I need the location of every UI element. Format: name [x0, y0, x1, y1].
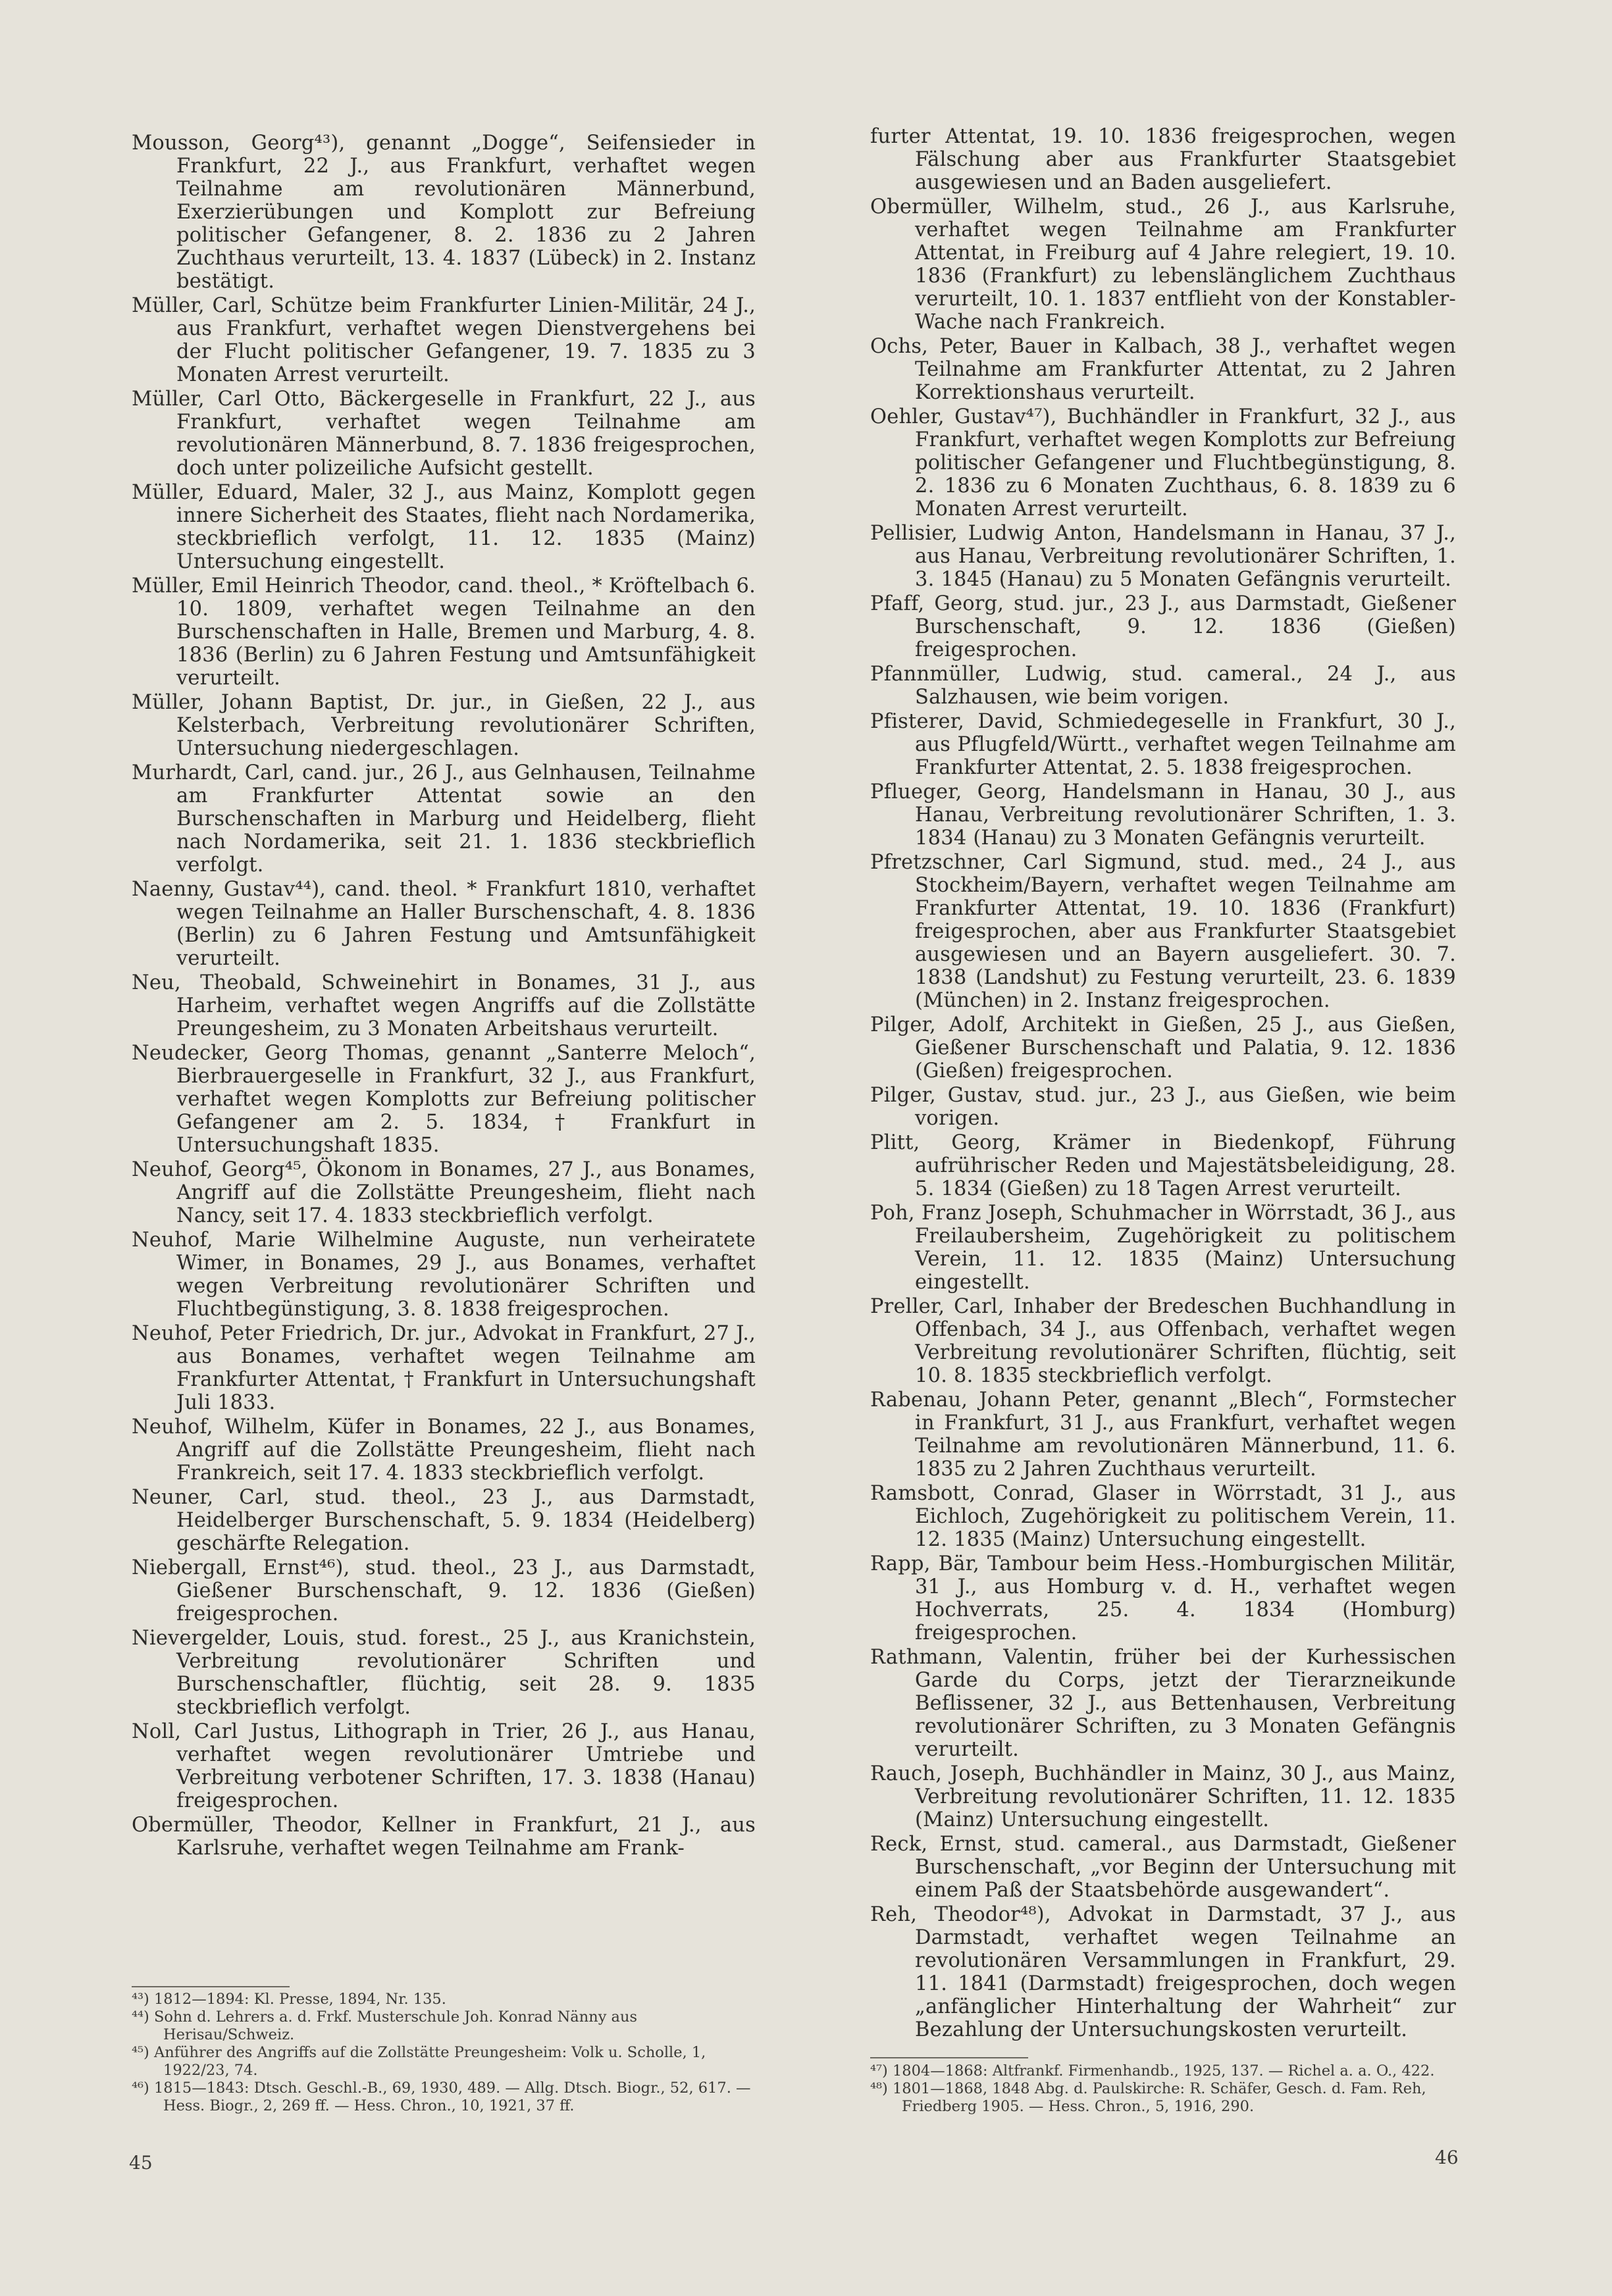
- right-page-entries: [870, 125, 1456, 2043]
- register-entry: Pflueger, Georg, Handelsmann in Hanau, 30 J., aus Hanau, Verbreitung revolutionärer Schriften, 1. 3. 1834 (Hanau) zu 3 Monaten Gefängnis verurteilt.: [870, 780, 1456, 850]
- register-entry: Mousson, Georg⁴³), genannt „Dogge“, Seifensieder in Frankfurt, 22 J., aus Frankfurt, verhaftet wegen Teilnahme am revolutionären Männerbund, Exerzierübungen und Komplott zur Befreiung politischer Gefangener, 8. 2. 1836 zu 2 Jahren Zuchthaus verurteilt, 13. 4. 1837 (Lübeck) in 2. Instanz bestätigt.: [132, 132, 756, 293]
- register-entry: Rauch, Joseph, Buchhändler in Mainz, 30 J., aus Mainz, Verbreitung revolutionärer Schriften, 11. 12. 1835 (Mainz) Untersuchung eingestellt.: [870, 1762, 1456, 1831]
- register-entry: Rabenau, Johann Peter, genannt „Blech“, Formstecher in Frankfurt, 31 J., aus Frankfurt, verhaftet wegen Teilnahme am revolutionären Männerbund, 11. 6. 1835 zu 2 Jahren Zuchthaus verurteilt.: [870, 1389, 1456, 1481]
- page-number-left: 45: [129, 2152, 153, 2174]
- register-entry: Ochs, Peter, Bauer in Kalbach, 38 J., verhaftet wegen Teilnahme am Frankfurter Attentat, zu 2 Jahren Korrektionshaus verurteilt.: [870, 335, 1456, 404]
- footnote: ⁴⁸) 1801—1868, 1848 Abg. d. Paulskirche: R. Schäfer, Gesch. d. Fam. Reh, Friedberg 1905. — Hess. Chron., 5, 1916, 290.: [870, 2080, 1426, 2115]
- register-entry: Müller, Carl, Schütze beim Frankfurter Linien-Militär, 24 J., aus Frankfurt, verhaftet wegen Dienstvergehens bei der Flucht politischer Gefangener, 19. 7. 1835 zu 3 Monaten Arrest verurteilt.: [132, 294, 756, 386]
- register-entry: Neudecker, Georg Thomas, genannt „Santerre Meloch“, Bierbrauergeselle in Frankfurt, 32 J., aus Frankfurt, verhaftet wegen Komplotts zur Befreiung politischer Gefangener am 2. 5. 1834, † Frankfurt in Untersuchungshaft 1835.: [132, 1042, 756, 1157]
- register-entry: Noll, Carl Justus, Lithograph in Trier, 26 J., aus Hanau, verhaftet wegen revolutionärer Umtriebe und Verbreitung verbotener Schriften, 17. 3. 1838 (Hanau) freigesprochen.: [132, 1720, 756, 1812]
- register-entry: Müller, Johann Baptist, Dr. jur., in Gießen, 22 J., aus Kelsterbach, Verbreitung revolutionärer Schriften, Untersuchung niedergeschlagen.: [132, 691, 756, 760]
- register-entry: Pfannmüller, Ludwig, stud. cameral., 24 J., aus Salzhausen, wie beim vorigen.: [870, 663, 1456, 709]
- register-entry: Pfaff, Georg, stud. jur., 23 J., aus Darmstadt, Gießener Burschenschaft, 9. 12. 1836 (Gießen) freigesprochen.: [870, 592, 1456, 661]
- footnote: ⁴³) 1812—1894: Kl. Presse, 1894, Nr. 135.: [132, 1991, 446, 2008]
- register-entry: Pilger, Gustav, stud. jur., 23 J., aus Gießen, wie beim vorigen.: [870, 1084, 1456, 1130]
- register-entry: Pilger, Adolf, Architekt in Gießen, 25 J., aus Gießen, Gießener Burschenschaft und Palatia, 9. 12. 1836 (Gießen) freigesprochen.: [870, 1013, 1456, 1083]
- register-entry: Ramsbott, Conrad, Glaser in Wörrstadt, 31 J., aus Eichloch, Zugehörigkeit zu politischem Verein, 11. 12. 1835 (Mainz) Untersuchung eingestellt.: [870, 1482, 1456, 1551]
- register-entry: Nievergelder, Louis, stud. forest., 25 J., aus Kranichstein, Verbreitung revolutionärer Schriften und Burschenschaftler, flüchtig, seit 28. 9. 1835 steckbrieflich verfolgt.: [132, 1627, 756, 1719]
- register-entry: Müller, Eduard, Maler, 32 J., aus Mainz, Komplott gegen innere Sicherheit des Staates, flieht nach Nordamerika, steckbrieflich verfolgt, 11. 12. 1835 (Mainz) Untersuchung eingestellt.: [132, 481, 756, 573]
- footnote: ⁴⁴) Sohn d. Lehrers a. d. Frkf. Musterschule Joh. Konrad Nänny aus Herisau/Schweiz.: [132, 2008, 638, 2043]
- register-entry: Müller, Emil Heinrich Theodor, cand. theol., * Kröftelbach 6. 10. 1809, verhaftet wegen Teilnahme an den Burschenschaften in Halle, Bremen und Marburg, 4. 8. 1836 (Berlin) zu 6 Jahren Festung und Amtsunfähigkeit verurteilt.: [132, 574, 756, 690]
- register-entry: Neuhof, Georg⁴⁵, Ökonom in Bonames, 27 J., aus Bonames, Angriff auf die Zollstätte Preungesheim, flieht nach Nancy, seit 17. 4. 1833 steckbrieflich verfolgt.: [132, 1158, 756, 1227]
- register-entry: Müller, Carl Otto, Bäckergeselle in Frankfurt, 22 J., aus Frankfurt, verhaftet wegen Teilnahme am revolutionären Männerbund, 8. 7. 1836 freigesprochen, doch unter polizeiliche Aufsicht gestellt.: [132, 388, 756, 480]
- register-entry: Neuhof, Peter Friedrich, Dr. jur., Advokat in Frankfurt, 27 J., aus Bonames, verhaftet wegen Teilnahme am Frankfurter Attentat, † Frankfurt in Untersuchungshaft Juli 1833.: [132, 1322, 756, 1414]
- register-entry: Rathmann, Valentin, früher bei der Kurhessischen Garde du Corps, jetzt der Tierarzneikunde Beflissener, 32 J., aus Bettenhausen, Verbreitung revolutionärer Schriften, zu 3 Monaten Gefängnis verurteilt.: [870, 1646, 1456, 1761]
- footnote-divider: [132, 1986, 290, 1987]
- left-page-footnotes: [132, 1991, 756, 2115]
- register-entry: Reh, Theodor⁴⁸), Advokat in Darmstadt, 37 J., aus Darmstadt, verhaftet wegen Teilnahme an revolutionären Versammlungen in Frankfurt, 29. 11. 1841 (Darmstadt) freigesprochen, doch wegen „anfänglicher Hinterhaltung der Wahrheit“ zur Bezahlung der Untersuchungskosten verurteilt.: [870, 1903, 1456, 2041]
- register-entry: Pfretzschner, Carl Sigmund, stud. med., 24 J., aus Stockheim/Bayern, verhaftet wegen Teilnahme am Frankfurter Attentat, 19. 10. 1836 (Frankfurt) freigesprochen, aber aus Frankfurter Staatsgebiet ausgewiesen und an Bayern ausgeliefert. 30. 7. 1838 (Landshut) zu Festung verurteilt, 23. 6. 1839 (München) in 2. Instanz freigesprochen.: [870, 851, 1456, 1012]
- register-entry: Niebergall, Ernst⁴⁶), stud. theol., 23 J., aus Darmstadt, Gießener Burschenschaft, 9. 12. 1836 (Gießen) freigesprochen.: [132, 1556, 756, 1625]
- register-entry: Rapp, Bär, Tambour beim Hess.-Homburgischen Militär, 31 J., aus Homburg v. d. H., verhaftet wegen Hochverrats, 25. 4. 1834 (Homburg) freigesprochen.: [870, 1552, 1456, 1645]
- register-entry: Neu, Theobald, Schweinehirt in Bonames, 31 J., aus Harheim, verhaftet wegen Angriffs auf die Zollstätte Preungesheim, zu 3 Monaten Arbeitshaus verurteilt.: [132, 971, 756, 1040]
- footnote: ⁴⁵) Anführer des Angriffs auf die Zollstätte Preungesheim: Volk u. Scholle, 1, 1922/23, 74.: [132, 2044, 706, 2079]
- register-entry: Plitt, Georg, Krämer in Biedenkopf, Führung aufrührischer Reden und Majestätsbeleidigung, 28. 5. 1834 (Gießen) zu 18 Tagen Arrest verurteilt.: [870, 1131, 1456, 1200]
- footnote: ⁴⁷) 1804—1868: Altfrankf. Firmenhandb., 1925, 137. — Richel a. a. O., 422.: [870, 2062, 1435, 2079]
- right-page-footnotes: [870, 2062, 1456, 2116]
- footnote-divider: [870, 2057, 1028, 2058]
- register-entry: Pfisterer, David, Schmiedegeselle in Frankfurt, 30 J., aus Pflugfeld/Württ., verhaftet wegen Teilnahme am Frankfurter Attentat, 2. 5. 1838 freigesprochen.: [870, 710, 1456, 779]
- register-entry: Neuhof, Wilhelm, Küfer in Bonames, 22 J., aus Bonames, Angriff auf die Zollstätte Preungesheim, flieht nach Frankreich, seit 17. 4. 1833 steckbrieflich verfolgt.: [132, 1416, 756, 1485]
- left-page-entries: [132, 132, 756, 1861]
- register-entry: Obermüller, Theodor, Kellner in Frankfurt, 21 J., aus Karlsruhe, verhaftet wegen Teilnahme am Frank-: [132, 1814, 756, 1860]
- register-entry: Neuner, Carl, stud. theol., 23 J., aus Darmstadt, Heidelberger Burschenschaft, 5. 9. 1834 (Heidelberg) geschärfte Relegation.: [132, 1486, 756, 1555]
- register-entry: Naenny, Gustav⁴⁴), cand. theol. * Frankfurt 1810, verhaftet wegen Teilnahme an Haller Burschenschaft, 4. 8. 1836 (Berlin) zu 6 Jahren Festung und Amtsunfähigkeit verurteilt.: [132, 878, 756, 970]
- register-entry: Oehler, Gustav⁴⁷), Buchhändler in Frankfurt, 32 J., aus Frankfurt, verhaftet wegen Komplotts zur Befreiung politischer Gefangener und Fluchtbegünstigung, 8. 2. 1836 zu 6 Monaten Zuchthaus, 6. 8. 1839 zu 6 Monaten Arrest verurteilt.: [870, 405, 1456, 521]
- footnote: ⁴⁶) 1815—1843: Dtsch. Geschl.-B., 69, 1930, 489. — Allg. Dtsch. Biogr., 52, 617. — Hess. Biogr., 2, 269 ff. — Hess. Chron., 10, 1921, 37 ff.: [132, 2079, 751, 2114]
- register-entry: Preller, Carl, Inhaber der Bredeschen Buchhandlung in Offenbach, 34 J., aus Offenbach, verhaftet wegen Verbreitung revolutionärer Schriften, flüchtig, seit 10. 8. 1835 steckbrieflich verfolgt.: [870, 1295, 1456, 1387]
- page-number-right: 46: [1435, 2147, 1459, 2168]
- register-entry: Neuhof, Marie Wilhelmine Auguste, nun verheiratete Wimer, in Bonames, 29 J., aus Bonames, verhaftet wegen Verbreitung revolutionärer Schriften und Fluchtbegünstigung, 3. 8. 1838 freigesprochen.: [132, 1229, 756, 1321]
- register-entry: Poh, Franz Joseph, Schuhmacher in Wörrstadt, 36 J., aus Freilaubersheim, Zugehörigkeit zu politischem Verein, 11. 12. 1835 (Mainz) Untersuchung eingestellt.: [870, 1202, 1456, 1294]
- register-entry: Obermüller, Wilhelm, stud., 26 J., aus Karlsruhe, verhaftet wegen Teilnahme am Frankfurter Attentat, in Freiburg auf 4 Jahre relegiert, 19. 10. 1836 (Frankfurt) zu lebenslänglichem Zuchthaus verurteilt, 10. 1. 1837 entflieht von der Konstabler-Wache nach Frankreich.: [870, 195, 1456, 334]
- register-entry: Reck, Ernst, stud. cameral., aus Darmstadt, Gießener Burschenschaft, „vor Beginn der Untersuchung mit einem Paß der Staatsbehörde ausgewandert“.: [870, 1833, 1456, 1902]
- register-entry: furter Attentat, 19. 10. 1836 freigesprochen, wegen Fälschung aber aus Frankfurter Staatsgebiet ausgewiesen und an Baden ausgeliefert.: [870, 125, 1456, 194]
- register-entry: Pellisier, Ludwig Anton, Handelsmann in Hanau, 37 J., aus Hanau, Verbreitung revolutionärer Schriften, 1. 3. 1845 (Hanau) zu 5 Monaten Gefängnis verurteilt.: [870, 522, 1456, 591]
- register-entry: Murhardt, Carl, cand. jur., 26 J., aus Gelnhausen, Teilnahme am Frankfurter Attentat sowie an den Burschenschaften in Marburg und Heidelberg, flieht nach Nordamerika, seit 21. 1. 1836 steckbrieflich verfolgt.: [132, 761, 756, 877]
